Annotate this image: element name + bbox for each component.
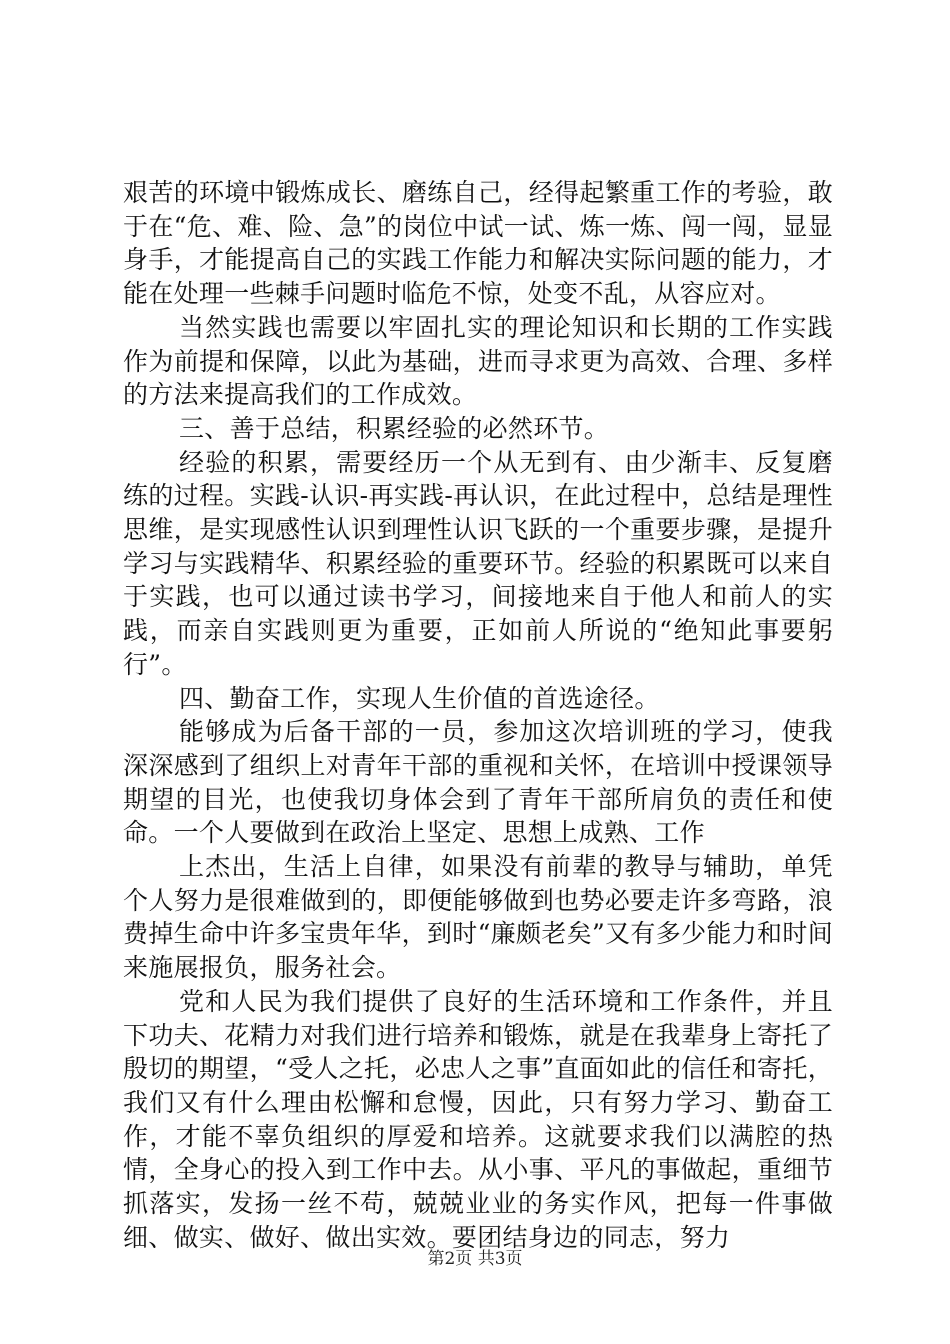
paragraph-4: 经验的积累，需要经历一个从无到有、由少渐丰、反复磨练的过程。实践-认识-再实践-再认识，在此过程中，总结是理性思维，是实现感性认识到理性认识飞跃的一个重要步骤，是提升学习与实践精华、积累经验的重要环节。经验的积累既可以来自于实践，也可以通过读书学习，间接地来自于他人和前人的实践，而亲自实践则更为重要，正如前人所说的“绝知此事要躬行”。	[123, 447, 833, 679]
section-heading-4: 四、勤奋工作，实现人生价值的首选途径。	[179, 683, 660, 713]
section-heading-3: 三、善于总结，积累经验的必然环节。	[179, 413, 610, 443]
paragraph-2: 当然实践也需要以牢固扎实的理论知识和长期的工作实践作为前提和保障，以此为基础，进而寻求更为高效、合理、多样的方法来提高我们的工作成效。	[123, 312, 833, 410]
paragraph-7: 上杰出，生活上自律，如果没有前辈的教导与辅助，单凭个人努力是很难做到的，即便能够做到也势必要走许多弯路，浪费掉生命中许多宝贵年华，到时“廉颇老矣”又有多少能力和时间来施展报负，服务社会。	[123, 852, 833, 983]
paragraph-6: 能够成为后备干部的一员，参加这次培训班的学习，使我深深感到了组织上对青年干部的重视和关怀，在培训中授课领导期望的目光，也使我切身体会到了青年干部所肩负的责任和使命。一个人要做到在政治上坚定、思想上成熟、工作	[123, 717, 833, 848]
paragraph-1: 艰苦的环境中锻炼成长、磨练自己，经得起繁重工作的考验，敢于在“危、难、险、急”的岗位中试一试、炼一炼、闯一闯，显显身手，才能提高自己的实践工作能力和解决实际问题的能力，才能在处理一些棘手问题时临危不惊，处变不乱，从容应对。	[123, 178, 833, 309]
document-body	[123, 176, 833, 1255]
page-footer	[0, 1248, 950, 1270]
page-number-label: 第2页 共3页	[427, 1249, 523, 1269]
paragraph-8: 党和人民为我们提供了良好的生活环境和工作条件，并且下功夫、花精力对我们进行培养和锻炼，就是在我辈身上寄托了殷切的期望，“受人之托，必忠人之事”直面如此的信任和寄托，我们又有什么理由松懈和怠慢，因此，只有努力学习、勤奋工作，才能不辜负组织的厚爱和培养。这就要求我们以满腔的热情，全身心的投入到工作中去。从小事、平凡的事做起，重细节抓落实，发扬一丝不苟，兢兢业业的务实作风，把每一件事做细、做实、做好、做出实效。要团结身边的同志，努力	[123, 986, 833, 1252]
